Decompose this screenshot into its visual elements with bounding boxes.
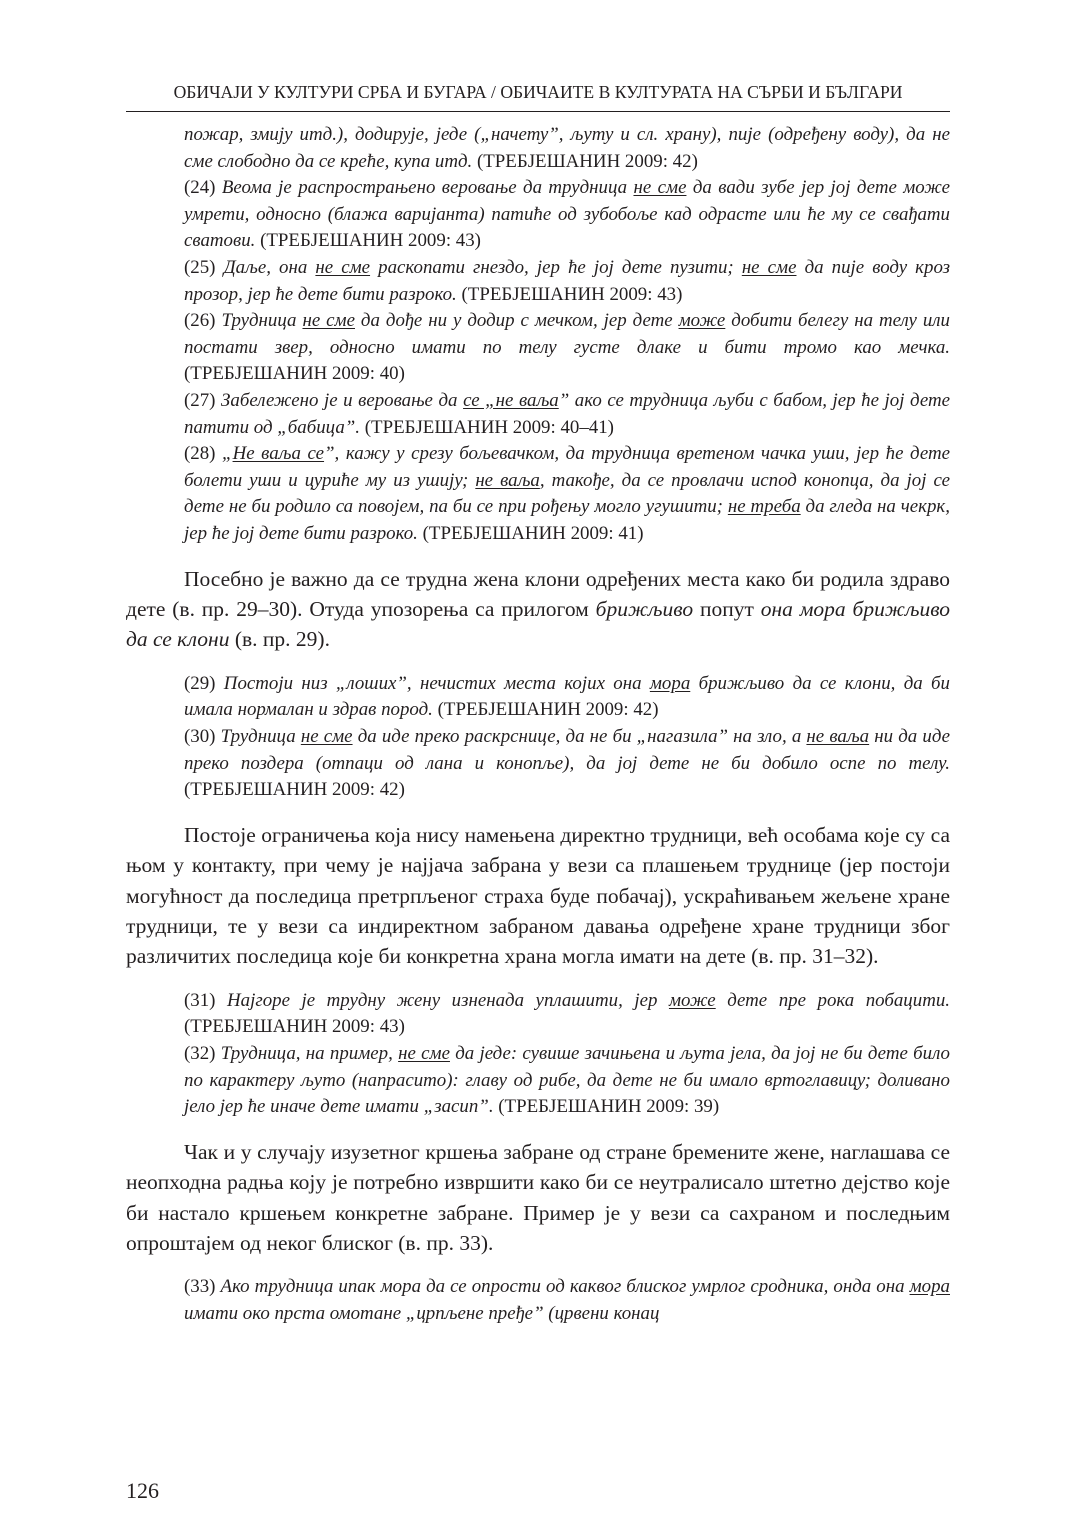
example-32: (32) Трудница, на пример, не сме да једе: сувише зачињена и љута јела, да јој не би дете било по карактеру љуто (напрасито): главу од рибе, да дете не би имало вртоглавицу; доливано јело јер ће иначе дете имати „засип”. (ТРЕБЈЕШАНИН 2009: 39) <box>184 1042 950 1118</box>
page-number: 126 <box>126 1478 159 1503</box>
example-continued: пожар, змију итд.), додирује, једе („начету”, љуту и сл. храну), пије (одређену воду), да не сме слободно да се креће, купа итд. (ТРЕБЈЕШАНИН 2009: 42) <box>184 124 950 172</box>
example-28: (28) „Не ваља се”, кажу у срезу бољевачком, да трудница вретеном чачка уши, јер ће дете болети уши и цуриће му из ушију; не ваља, такође, да се провлачи испод конопца, да јој се дете не би родило са повојем, па би се при рођењу могло угушити; не треба да гледа на чекрк, јер ће јој дете бити разроко. (ТРЕБЈЕШАНИН 2009: 41) <box>184 443 950 544</box>
example-31: (31) Најгоре је трудну жену изненада уплашити, јер може дете пре рока побацити. (ТРЕБЈЕШАНИН 2009: 43) <box>184 989 951 1038</box>
running-head: ОБИЧАЈИ У КУЛТУРИ СРБА И БУГАРА / ОБИЧАИТЕ В КУЛТУРАТА НА СЪРБИ И БЪЛГАРИ <box>173 82 903 102</box>
example-group-2 <box>184 671 950 804</box>
example-33: (33) Ако трудница ипак мора да се опрости од каквог блиског умрлог сродника, онда она мора имати око прста омотане „црпљене пређе” (црвени конац <box>184 1276 950 1324</box>
body-paragraph-3: Чак и у случају изузетног кршења забране од стране бремените жене, наглашава се неопходна радња коју је потребно извршити како би се неутралисало штетно дејство које би настало кршењем конкретне забране. Пример је у вези са сахраном и последњим опроштајем од неког блиског (в. пр. 33). <box>126 1139 950 1255</box>
example-group-4 <box>184 1274 950 1327</box>
example-24: (24) Веома је распрострањено веровање да трудница не сме да вади зубе јер јој дете може умрети, односно (блажа варијанта) патиће од зубобоље кад одрасте или ће му се свађати сватови. (ТРЕБЈЕШАНИН 2009: 43) <box>184 177 950 252</box>
example-27: (27) Забележено је и веровање да се „не ваља” ако се трудница љуби с бабом, јер ће јој дете патити од „бабица”. (ТРЕБЈЕШАНИН 2009: 40–41) <box>184 389 950 438</box>
body-paragraph-1: Посебно је важно да се трудна жена клони одређених места како би родила здраво дете (в. пр. 29–30). Отуда упозорења са прилогом брижљиво попут она мора брижљиво да се клони (в. пр. 29). <box>126 566 950 652</box>
body-paragraph-2: Постоје ограничења која нису намењена директно трудници, већ особама које су са њом у контакту, при чему је најјача забрана у вези са плашењем труднице (јер постоји могућност да последица претрпљеног страха буде побачај), ускраћивањем жељене хране трудници, те у вези са индиректном забраном давања одређене хране трудници због различитих последица које би конкретна храна могла имати на дете (в. пр. 31–32). <box>126 822 950 969</box>
header-rule <box>126 111 950 112</box>
example-group-1 <box>184 122 950 548</box>
page-content <box>126 122 950 1328</box>
example-29: (29) Постоји низ „лоших”, нечистих места којих она мора брижљиво да се клони, да би имала нормалан и здрав пород. (ТРЕБЈЕШАНИН 2009: 42) <box>184 672 950 721</box>
example-26: (26) Трудница не сме да дође ни у додир с мечком, јер дете може добити белегу на телу или постати звер, односно имати по телу густе длаке и бити тромо као мечка. (ТРЕБЈЕШАНИН 2009: 40) <box>184 310 950 385</box>
example-group-3 <box>184 988 950 1121</box>
example-30: (30) Трудница не сме да иде преко раскрснице, да не би „нагазила” на зло, а не ваља ни да иде преко поздера (отпаци од лана и конопље), да јој дете не би добило оспе по телу. (ТРЕБЈЕШАНИН 2009: 42) <box>184 725 950 801</box>
example-25: (25) Даље, она не сме раскопати гнездо, јер ће јој дете пузити; не сме да пије воду кроз прозор, јер ће дете бити разроко. (ТРЕБЈЕШАНИН 2009: 43) <box>184 256 951 305</box>
